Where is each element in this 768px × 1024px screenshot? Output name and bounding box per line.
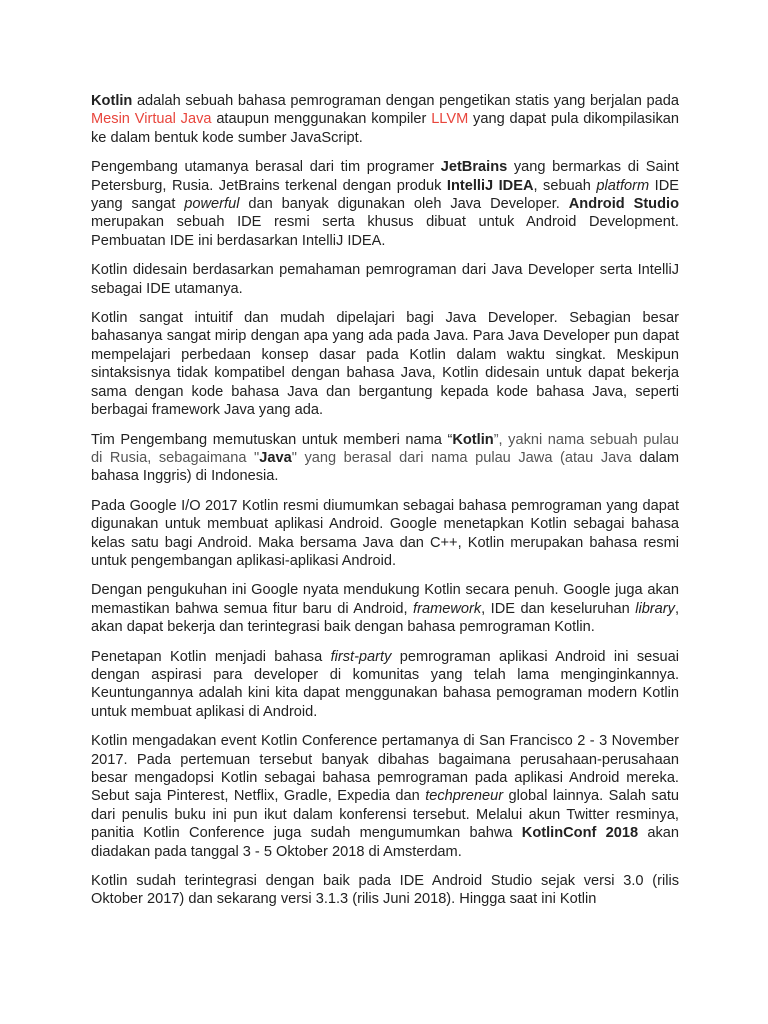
paragraph-kotlin-conference (91, 732, 679, 861)
text-run: dan banyak digunakan oleh Java Developer. (239, 196, 569, 213)
text-run: yang bermarkas di Saint Petersburg, Rusia. JetBrains terkenal dengan produk (91, 159, 679, 194)
paragraph-first-party (91, 648, 679, 722)
text-run: powerful (184, 196, 240, 213)
text-run: platform (596, 177, 650, 194)
text-run: Kotlin didesain berdasarkan pemahaman pemrograman dari Java Developer serta IntelliJ sebagai IDE utamanya. (91, 262, 679, 297)
text-run: Kotlin sangat intuitif dan mudah dipelajari bagi Java Developer. Sebagian besar bahasanya sangat mirip dengan apa yang ada pada Java. Para Java Developer pun dapat mempelajari perbedaan konsep dasar pada Kotlin dalam waktu singkat. Meskipun sintaksisnya tidak kompatibel dengan bahasa Java, Kotlin didesain untuk dapat bekerja sama dengan kode bahasa Java dan bergantung kepada kode bahasa Java, seperti berbagai framework Java yang ada. (91, 310, 679, 419)
text-run: ”, yakni nama sebuah pulau di Rusia, sebagaimana " (91, 431, 680, 466)
text-run: , IDE dan keseluruhan (481, 600, 636, 617)
text-run: JetBrains (440, 159, 508, 176)
text-run: Pada Google I/O 2017 Kotlin resmi diumumkan sebagai bahasa pemrograman yang dapat digunakan untuk membuat aplikasi Android. Google menetapkan Kotlin sebagai bahasa kelas satu bagi Android. Maka bersama Java dan C++, Kotlin merupakan bahasa resmi untuk pengembangan aplikasi-aplikasi Android. (91, 497, 679, 569)
text-run: akan diadakan pada tanggal 3 - 5 Oktober 2018 di Amsterdam. (91, 825, 680, 860)
text-run: framework (413, 600, 482, 617)
text-run: Kotlin mengadakan event Kotlin Conference pertamanya di San Francisco 2 - 3 November 2017. Pada pertemuan tersebut banyak dibahas bagaimana perusahaan-perusahaan besar mengadopsi Kotlin sebagai bahasa pemrograman pada aplikasi Android mereka. Sebut saja Pinterest, Netflix, Gradle, Expedia dan (91, 733, 679, 805)
text-run: Mesin Virtual Java (91, 111, 212, 128)
text-run: LLVM (431, 111, 469, 128)
text-run: Dengan pengukuhan ini Google nyata mendukung Kotlin secara penuh. Google juga akan memastikan bahwa semua fitur baru di Android, (91, 582, 679, 617)
text-run: adalah sebuah bahasa pemrograman dengan pengetikan statis yang berjalan pada (132, 93, 679, 109)
document-page (91, 92, 679, 920)
text-run: Kotlin (91, 93, 133, 109)
text-run: global lainnya. Salah satu dari penulis buku ini pun ikut dalam konferensi tersebut. Melalui akun Twitter resminya, panitia Kotlin Conference juga sudah mengumumkan bahwa (91, 788, 679, 842)
text-run: Kotlin sudah terintegrasi dengan baik pada IDE Android Studio sejak versi 3.0 (rilis Oktober 2017) dan sekarang versi 3.1.3 (rilis Juni 2018). Hingga saat ini Kotlin (91, 873, 679, 908)
text-run: first-party (330, 648, 392, 665)
paragraph-kotlin-intro (91, 92, 679, 147)
text-run: Penetapan Kotlin menjadi bahasa (91, 648, 331, 665)
paragraph-google-support (91, 581, 679, 636)
paragraph-android-studio-integration (91, 872, 679, 909)
text-run: pemrograman aplikasi Android ini sesuai dengan aspirasi para developer di komunitas yang telah lama menginginkannya. Keuntungannya adalah kini kita dapat menggunakan bahasa pemograman modern Kotlin untuk membuat aplikasi di Android. (91, 648, 680, 720)
paragraph-google-io (91, 497, 679, 571)
text-run: , sebuah (533, 177, 597, 194)
text-run: merupakan sebuah IDE resmi serta khusus dibuat untuk Android Development. Pembuatan IDE ini berdasarkan IntelliJ IDEA. (91, 214, 679, 249)
text-run: dalam bahasa Inggris) di Indonesia. (91, 449, 679, 485)
text-run: KotlinConf 2018 (521, 825, 639, 842)
text-run: yang dapat pula dikompilasikan ke dalam bentuk kode sumber JavaScript. (91, 111, 679, 146)
text-run: " yang berasal dari nama pulau Jawa (atau Java (291, 449, 632, 466)
text-run: Android Studio (568, 196, 679, 213)
text-run: Kotlin (452, 431, 494, 448)
text-run: IntelliJ IDEA (446, 177, 534, 194)
text-run: library (635, 600, 675, 617)
text-run: , akan dapat bekerja dan terintegrasi baik dengan bahasa pemrograman Kotlin. (91, 600, 679, 636)
paragraph-design-basis (91, 261, 679, 298)
paragraph-developer-origin (91, 158, 679, 250)
text-run: Java (259, 449, 292, 466)
paragraph-naming (91, 431, 679, 486)
paragraph-intuitive (91, 309, 679, 419)
text-run: techpreneur (425, 788, 504, 805)
text-run: IDE yang sangat (91, 177, 679, 213)
text-run: Tim Pengembang memutuskan untuk memberi nama “ (91, 431, 453, 448)
text-run: ataupun menggunakan kompiler (211, 111, 432, 128)
text-run: Pengembang utamanya berasal dari tim programer (91, 159, 441, 176)
